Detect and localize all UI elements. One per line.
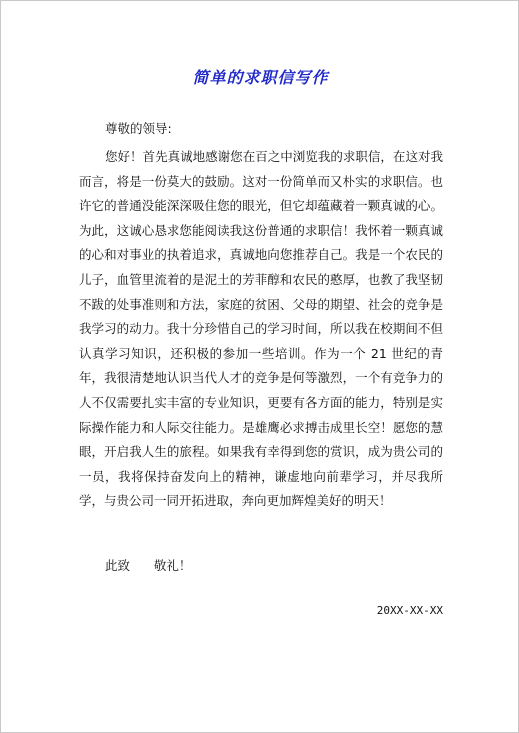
document-title: 简单的求职信写作 [192,68,329,87]
salutation: 尊敬的领导: [105,121,172,136]
letter-date: 20XX-XX-XX [376,604,443,617]
closing-line: 此致 敬礼！ [105,558,192,573]
letter-body-paragraph: 您好！首先真诚地感谢您在百之中浏览我的求职信，在这对我而言，将是一份莫大的鼓励。这对一份简单而又朴实的求职信。也许它的普通没能深深吸住您的眼光，但它却蕴藏着一颗真诚的心。为此，这诚心恳求您能阅读我这份普通的求职信！我怀着一颗真诚的心和对事业的执着追求，真诚地向您推荐自己。我是一个农民的儿子，血管里流着的是泥土的芳菲醇和农民的憨厚，也教了我坚韧不跋的处事准则和方法，家庭的贫困、父母的期望、社会的竞争是我学习的动力。我十分珍惜自己的学习时间，所以我在校期间不但认真学习知识，还积极的参加一些培训。作为一个 21 世纪的青年，我很清楚地认识当代人才的竞争是何等激烈，一个有竞争力的人不仅需要扎实丰富的专业知识，更要有各方面的能力，特别是实际操作能力和人际交往能力。是雄鹰必求搏击成里长空！愿您的慧眼，开启我人生的旅程。如果我有幸得到您的赏识，成为贵公司的一员，我将保持奋发向上的精神，谦虚地向前辈学习，并尽我所学，与贵公司一同开拓进取，奔向更加辉煌美好的明天！ [79,149,443,509]
